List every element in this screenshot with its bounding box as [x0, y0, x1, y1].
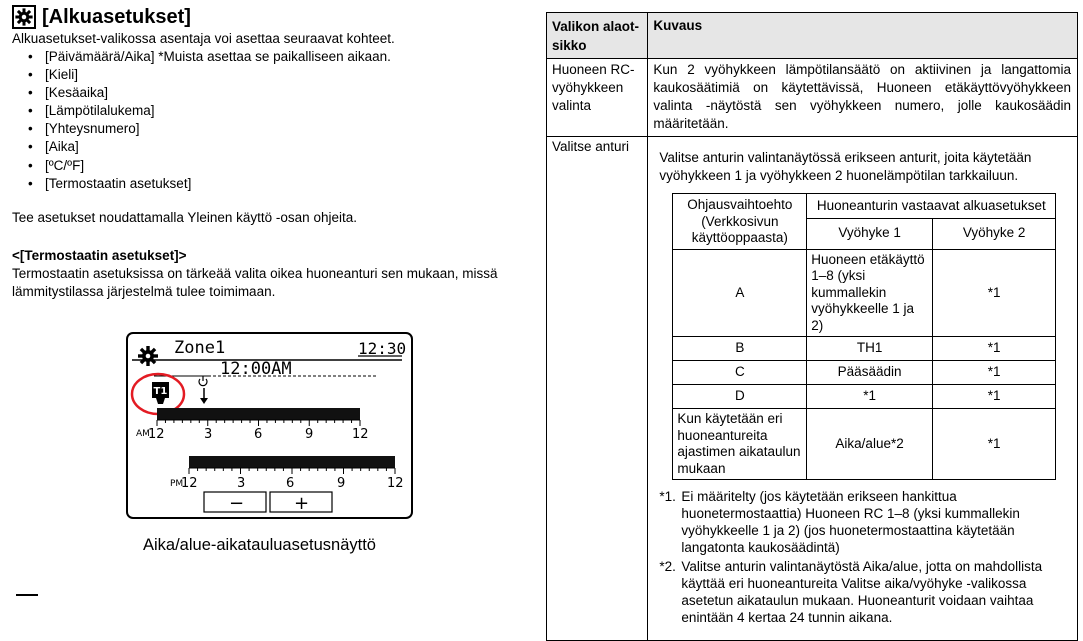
- intro-text: Alkuasetukset-valikossa asentaja voi asettaa seuraavat kohteet.: [12, 31, 395, 46]
- table-cell: *1: [932, 249, 1056, 337]
- tick-label: 3: [204, 427, 213, 442]
- section-heading: <[Termostaatin asetukset]>: [12, 248, 187, 263]
- table-row-text: Kun 2 vyöhykkeen lämpötilansäätö on aktiivinen ja langattomia kaukosäätimiä on käytettävissä, Huoneen etäkäyttövyöhykkeen valinta -näytöstä sen vyöhykkeen numero, jolle kaukosäädin määritetään.: [648, 59, 1078, 137]
- table-cell: TH1: [807, 337, 933, 361]
- zone-label: Zone1: [174, 338, 226, 358]
- list-item: • [Termostaatin asetukset]: [28, 175, 391, 193]
- sensor-table: [672, 193, 1056, 480]
- instruction-text: Tee asetukset noudattamalla Yleinen käyttö -osan ohjeita.: [12, 210, 357, 225]
- gear-icon: [12, 5, 36, 29]
- list-item: • [Päivämäärä/Aika] *Muista asettaa se paikalliseen aikaan.: [28, 48, 391, 66]
- table-cell: *1: [807, 385, 933, 409]
- tick-label: 9: [305, 427, 314, 442]
- tick-label: 12: [148, 427, 165, 442]
- svg-text:T1: T1: [153, 386, 168, 397]
- minus-label: −: [229, 493, 245, 514]
- select-sensor-text: Valitse anturin valintanäytössä erikseen anturit, joita käytetään vyöhykkeen 1 ja vyöhykkeen 2 huonelämpötilan tarkkailuun.: [659, 150, 1032, 183]
- table-row: C: [673, 361, 807, 385]
- list-item: • [Kesäaika]: [28, 84, 391, 102]
- settings-table: [546, 12, 1078, 641]
- list-item: • [Yhteysnumero]: [28, 120, 391, 138]
- tick-label: 6: [286, 476, 295, 491]
- page-title-row: [12, 4, 191, 30]
- inner-header-zone2: Vyöhyke 2: [932, 218, 1056, 249]
- list-item: • [ºC/ºF]: [28, 157, 391, 175]
- table-cell: Huoneen etäkäyttö 1–8 (yksi kummallekin vyöhykkeelle 1 ja 2): [807, 249, 933, 337]
- col-header-description: Kuvaus: [648, 13, 1078, 59]
- table-cell: Aika/alue*2: [807, 409, 933, 480]
- inner-header-sensor: Huoneanturin vastaavat alkuasetukset: [807, 194, 1056, 219]
- am-schedule-bar: [157, 408, 360, 420]
- table-row: A: [673, 249, 807, 337]
- controller-screen: [126, 332, 414, 520]
- tick-label: 12: [352, 427, 369, 442]
- page-mark: [16, 594, 38, 596]
- tick-label: 9: [337, 476, 346, 491]
- table-cell: *1: [932, 409, 1056, 480]
- tick-label: 12: [387, 476, 404, 491]
- figure-caption: Aika/alue-aikatauluasetusnäyttö: [143, 536, 376, 554]
- table-cell: *1: [932, 361, 1056, 385]
- pm-schedule-bar: [189, 456, 395, 468]
- table-cell: *1: [932, 337, 1056, 361]
- gear-icon: [138, 346, 158, 366]
- section-text: Termostaatin asetuksissa on tärkeää valita oikea huoneanturi sen mukaan, missä lämmitystilassa järjestelmä tulee toimimaan.: [12, 266, 498, 299]
- table-row-label: Valitse anturi: [547, 137, 648, 641]
- inner-header-zone1: Vyöhyke 1: [807, 218, 933, 249]
- list-item: • [Kieli]: [28, 66, 391, 84]
- table-row-content: [648, 137, 1078, 641]
- footnote-text: Valitse anturin valintanäytöstä Aika/alue, jotta on mahdollista käyttää eri huoneantureita Valitse aika/vyöhyke -valikossa asetetun aikataulun mukaan. Huoneanturit voidaan vaihtaa enintään 4 kertaa 24 tunnin aikana.: [681, 559, 1043, 625]
- table-row: B: [673, 337, 807, 361]
- tick-label: 12: [181, 476, 198, 491]
- col-header-submenu: Valikon alaot-sikko: [547, 13, 648, 59]
- footnote-1: [659, 488, 1071, 556]
- settings-list: [28, 48, 391, 193]
- table-row: Kun käytetään eri huoneantureita ajastimen aikataulun mukaan: [673, 409, 807, 480]
- inner-header-mode: Ohjausvaihtoehto (Verkkosivun käyttöoppaasta): [673, 194, 807, 250]
- time-label: 12:00AM: [220, 359, 292, 379]
- page-title: [Alkuasetukset]: [42, 5, 191, 28]
- list-item: • [Aika]: [28, 138, 391, 156]
- list-item: • [Lämpötilalukema]: [28, 102, 391, 120]
- table-row-label: Huoneen RC-vyöhykkeen valinta: [547, 59, 648, 137]
- footnote-label: *1.: [659, 489, 676, 504]
- clock-label: 12:30: [358, 339, 407, 358]
- footnote-label: *2.: [659, 559, 676, 574]
- table-cell: Pääsäädin: [807, 361, 933, 385]
- footnote-text: Ei määritelty (jos käytetään erikseen hankittua huonetermostaattia) Huoneen RC 1–8 (yksi kummallekin vyöhykkeelle 1 ja 2) (jos huonetermostaattina käytetään langatonta kaukosäädintä): [681, 489, 1020, 555]
- plus-label: +: [294, 493, 310, 514]
- table-row: D: [673, 385, 807, 409]
- table-cell: *1: [932, 385, 1056, 409]
- tick-label: 3: [237, 476, 246, 491]
- tick-label: 6: [254, 427, 263, 442]
- pm-label: PM: [170, 479, 184, 489]
- footnote-2: [659, 558, 1071, 626]
- am-label: AM: [136, 429, 150, 439]
